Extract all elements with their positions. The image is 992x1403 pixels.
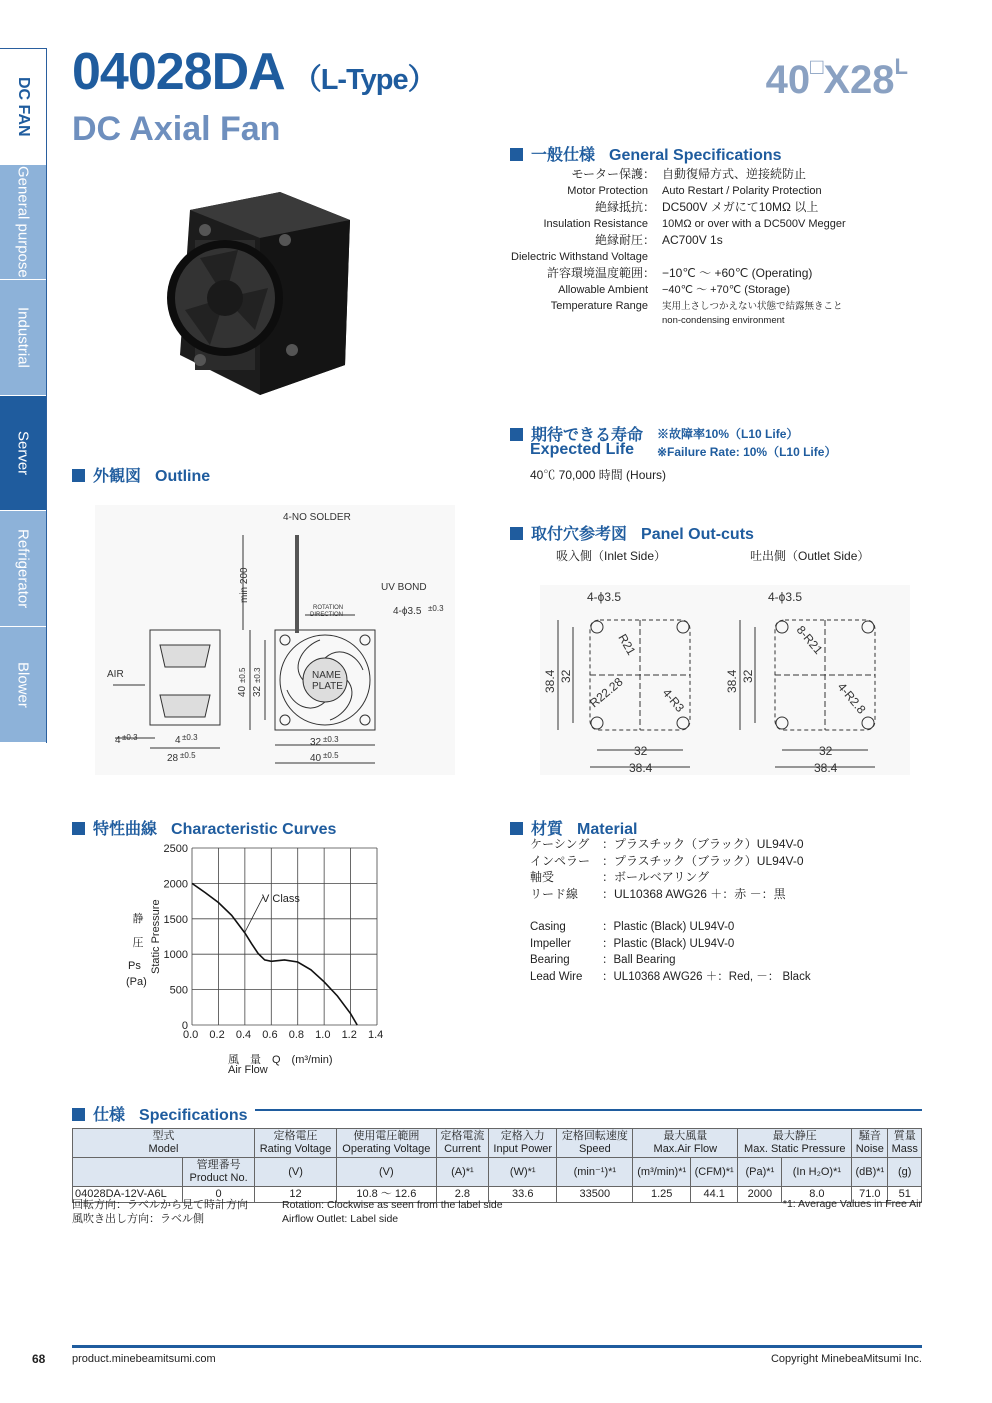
label-d4b: 4 — [175, 735, 181, 746]
x-tick-label: 0.0 — [183, 1029, 199, 1041]
col-power: 定格入力 Input Power — [489, 1129, 557, 1158]
spec-value: AC700V 1s — [662, 233, 723, 247]
material-en-list — [530, 919, 811, 985]
life-note-en: ※Failure Rate: 10%（L10 Life） — [657, 445, 837, 459]
material-row: Bearing ：Ball Bearing — [530, 954, 676, 966]
unit-airflow-m3: (m³/min)*¹ — [633, 1158, 691, 1187]
cell-airflow-m3: 1.25 — [633, 1187, 691, 1203]
cell-speed: 33500 — [557, 1187, 633, 1203]
y-tick-label: 1500 — [163, 913, 188, 926]
footer-divider — [72, 1345, 922, 1348]
label-d40: 40 — [237, 685, 248, 697]
col-speed: 定格回転速度 Speed — [557, 1129, 633, 1158]
cell-op-voltage: 10.8 ～ 12.6 — [337, 1187, 437, 1203]
unit-current: (A)*¹ — [436, 1158, 488, 1187]
unit-pressure-pa: (Pa)*¹ — [738, 1158, 782, 1187]
panel-d32-outlet-v: 32 — [741, 669, 755, 683]
spec-value: 自動復帰方式、逆接続防止 — [662, 167, 807, 181]
footer-url[interactable]: product.minebeamitsumi.com — [72, 1353, 216, 1365]
x-tick-label: 0.6 — [262, 1029, 278, 1041]
panel-hole-outlet: 4-ϕ3.5 — [768, 590, 803, 604]
label-plate: PLATE — [312, 681, 343, 692]
footer-copyright: Copyright MinebeaMitsumi Inc. — [770, 1353, 922, 1365]
spec-label: Insulation Resistance — [543, 218, 648, 230]
label-rotation: ROTATION — [313, 605, 344, 611]
label-d4b-tol: ±0.3 — [182, 733, 198, 742]
spec-label: 絶縁耐圧： — [594, 233, 655, 247]
tab-industrial[interactable]: Industrial — [0, 280, 46, 396]
spec-label: Dielectric Withstand Voltage — [511, 251, 648, 263]
spec-label: モーター保護： — [571, 167, 655, 181]
panel-d32-outlet: 32 — [819, 744, 833, 758]
label-d40-tol: ±0.5 — [238, 667, 247, 683]
col-voltage: 定格電圧 Rating Voltage — [255, 1129, 337, 1158]
panel-svg — [540, 585, 910, 775]
x-tick-label: 1.4 — [368, 1029, 384, 1041]
material-jp-list — [530, 836, 804, 902]
fan-photo — [160, 180, 360, 400]
label-d40-h-tol: ±0.5 — [323, 751, 339, 760]
cell-product-no: 0 — [183, 1187, 255, 1203]
col-noise: 騒音 Noise — [852, 1129, 888, 1158]
panel-r3: 4-R3 — [659, 685, 688, 715]
unit-voltage: (V) — [255, 1158, 337, 1187]
tab-general-purpose[interactable]: General purpose — [0, 165, 46, 280]
page-number: 68 — [32, 1352, 46, 1366]
general-specs-heading: 一般仕様 General Specifications — [510, 142, 782, 165]
label-d32: 32 — [310, 737, 322, 748]
series-label: V Class — [262, 893, 300, 905]
material-row: 軸受 ：ボールベアリング — [530, 870, 710, 884]
label-hole-tol: ±0.3 — [428, 604, 444, 613]
inlet-label: 吸入側（Inlet Side） — [556, 549, 667, 563]
footnote: *1: Average Values in Free Air — [782, 1198, 922, 1210]
cell-power: 33.6 — [489, 1187, 557, 1203]
cell-pressure-inh2o: 8.0 — [782, 1187, 852, 1203]
unit-airflow-cfm: (CFM)*¹ — [691, 1158, 738, 1187]
x-tick-label: 1.0 — [315, 1029, 331, 1041]
outline-svg — [95, 505, 455, 775]
spec-label: 許容環境温度範囲： — [546, 266, 655, 280]
panel-d384-outlet-v: 38.4 — [725, 669, 739, 693]
cell-airflow-cfm: 44.1 — [691, 1187, 738, 1203]
material-heading: 材質 Material — [510, 816, 637, 839]
panel-d384-inlet-v: 38.4 — [543, 669, 557, 693]
label-min200: min 200 — [239, 567, 250, 603]
product-subtitle: DC Axial Fan — [72, 110, 281, 148]
label-d32-tol: ±0.3 — [323, 735, 339, 744]
panel-d384-inlet: 38.4 — [629, 761, 653, 775]
size-label: $40^□X28^L$ — [765, 54, 908, 102]
general-specs-list — [505, 166, 905, 336]
label-d28-tol: ±0.5 — [180, 751, 196, 760]
y-tick-label: 2000 — [163, 878, 188, 891]
panel-r22: R22.28 — [586, 674, 626, 711]
panel-r28: 4-R2.8 — [834, 679, 869, 717]
life-value: 40℃ 70,000 時間 (Hours) — [530, 468, 667, 482]
unit-speed: (min⁻¹)*¹ — [557, 1158, 633, 1187]
y-tick-label: 2500 — [163, 843, 188, 855]
material-row: Lead Wire ：UL10368 AWG26 ＋：Red, －： Black — [530, 970, 811, 983]
label-d4a: 4 — [115, 735, 121, 746]
panel-hole-inlet: 4-ϕ3.5 — [587, 590, 622, 604]
tab-server[interactable]: Server — [0, 396, 46, 511]
cell-noise: 71.0 — [852, 1187, 888, 1203]
x-label-en: Air Flow — [228, 1064, 268, 1076]
cell-voltage: 12 — [255, 1187, 337, 1203]
material-row: Impeller ：Plastic (Black) UL94V-0 — [530, 937, 735, 950]
product-no-header: 管理番号 Product No. — [183, 1158, 255, 1187]
label-no-solder: 4-NO SOLDER — [283, 512, 351, 523]
x-tick-label: 1.2 — [341, 1029, 357, 1041]
col-airflow: 最大風量 Max.Air Flow — [633, 1129, 738, 1158]
spec-value: DC500V メガにて10MΩ 以上 — [662, 200, 819, 214]
spec-label: Motor Protection — [567, 185, 648, 197]
y-label-jp: 静 圧 — [132, 913, 144, 949]
y-axis-label: Static Pressure — [150, 899, 162, 974]
x-tick-label: 0.8 — [288, 1029, 305, 1041]
cell-mass: 51 — [888, 1187, 922, 1203]
life-note-jp: ※故障率10%（L10 Life） — [657, 427, 799, 441]
spec-label: 絶縁抵抗： — [594, 200, 655, 214]
tab-refrigerator[interactable]: Refrigerator — [0, 511, 46, 627]
rotation-notes-jp: 回転方向：ラベルから見て時計方向 風吹き出し方向：ラベル側 — [72, 1199, 248, 1225]
material-row: インペラー ：プラスチック（ブラック）UL94V-0 — [530, 853, 804, 868]
x-tick-label: 0.4 — [235, 1029, 252, 1041]
life-heading-en: Expected Life — [530, 441, 635, 458]
unit-noise: (dB)*¹ — [852, 1158, 888, 1187]
panel-d384-outlet: 38.4 — [814, 761, 838, 775]
spec-value: 10MΩ or over with a DC500V Megger — [662, 218, 846, 230]
y-label-pa: (Pa) — [126, 976, 147, 988]
model-header: 型式 Model — [73, 1129, 255, 1158]
tab-dc-fan[interactable]: DC FAN — [0, 49, 46, 165]
x-tick-label: 0.2 — [209, 1029, 225, 1041]
panel-heading: 取付穴参考図 Panel Out-cuts — [510, 521, 754, 544]
label-d32-v: 32 — [252, 685, 263, 697]
panel-r21: R21 — [615, 631, 639, 658]
col-current: 定格電流 Current — [436, 1129, 488, 1158]
label-d40-h: 40 — [310, 753, 322, 764]
specs-table — [72, 1128, 922, 1203]
model-title: 04028DA （L-Type） — [72, 43, 436, 101]
panel-d32-inlet: 32 — [634, 744, 648, 758]
label-d28: 28 — [167, 753, 179, 764]
col-mass: 質量 Mass — [888, 1129, 922, 1158]
x-label-jp: 風 量 Q (m³/min) — [228, 1054, 333, 1066]
y-tick-label: 0 — [181, 1020, 188, 1032]
label-uv-bond: UV BOND — [381, 582, 427, 593]
label-air: AIR — [107, 669, 124, 680]
side-tab-strip — [0, 48, 47, 743]
spec-value: Auto Restart / Polarity Protection — [662, 185, 822, 197]
panel-r21b: 8-R21 — [793, 622, 826, 657]
life-heading: 期待できる寿命 — [510, 422, 643, 445]
label-d32-v-tol: ±0.3 — [253, 667, 262, 683]
specs-divider — [255, 1109, 922, 1111]
panel-d32-inlet-v: 32 — [559, 669, 573, 683]
y-tick-label: 1000 — [163, 949, 188, 962]
label-d4a-tol: ±0.3 — [122, 733, 138, 742]
y-tick-label: 500 — [169, 984, 188, 997]
unit-power: (W)*¹ — [489, 1158, 557, 1187]
spec-label: Temperature Range — [550, 300, 648, 312]
material-row: ケーシング ：プラスチック（ブラック）UL94V-0 — [530, 837, 804, 851]
spec-value: −40℃ ～ +70℃ (Storage) — [662, 284, 791, 296]
tab-blower[interactable]: Blower — [0, 627, 46, 743]
rotation-notes-en: Rotation: Clockwise as seen from the label side Airflow Outlet: Label side — [282, 1199, 503, 1225]
col-pressure: 最大静圧 Max. Static Pressure — [738, 1129, 852, 1158]
outline-heading: 外観図 Outline — [72, 463, 210, 486]
spec-value: non-condensing environment — [662, 315, 785, 326]
cell-pressure-pa: 2000 — [738, 1187, 782, 1203]
label-hole: 4-ϕ3.5 — [393, 606, 422, 617]
unit-pressure-inh2o: (In H₂O)*¹ — [782, 1158, 852, 1187]
unit-mass: (g) — [888, 1158, 922, 1187]
spec-value: −10℃ ～ +60℃ (Operating) — [662, 266, 813, 280]
col-op-voltage: 使用電圧範囲 Operating Voltage — [337, 1129, 437, 1158]
material-row: リード線 ：UL10368 AWG26 ＋：赤 －：黒 — [530, 886, 786, 901]
model-type: （L-Type） — [292, 64, 436, 96]
spec-label: Allowable Ambient — [558, 284, 648, 296]
outlet-label: 吐出側（Outlet Side） — [750, 549, 870, 563]
curves-heading: 特性曲線 Characteristic Curves — [72, 816, 336, 839]
material-row: Casing ：Plastic (Black) UL94V-0 — [530, 921, 735, 933]
unit-op-voltage: (V) — [337, 1158, 437, 1187]
spec-value: 実用上さしつかえない状態で結露無きこと — [662, 301, 843, 312]
label-direction: DIRECTION — [310, 612, 343, 618]
specs-heading: 仕様 Specifications — [72, 1102, 248, 1125]
label-name: NAME — [312, 670, 341, 681]
cell-model: 04028DA-12V-A6L — [73, 1187, 183, 1203]
cell-current: 2.8 — [436, 1187, 488, 1203]
curve-chart — [145, 840, 395, 1050]
y-label-ps: Ps — [128, 960, 141, 972]
